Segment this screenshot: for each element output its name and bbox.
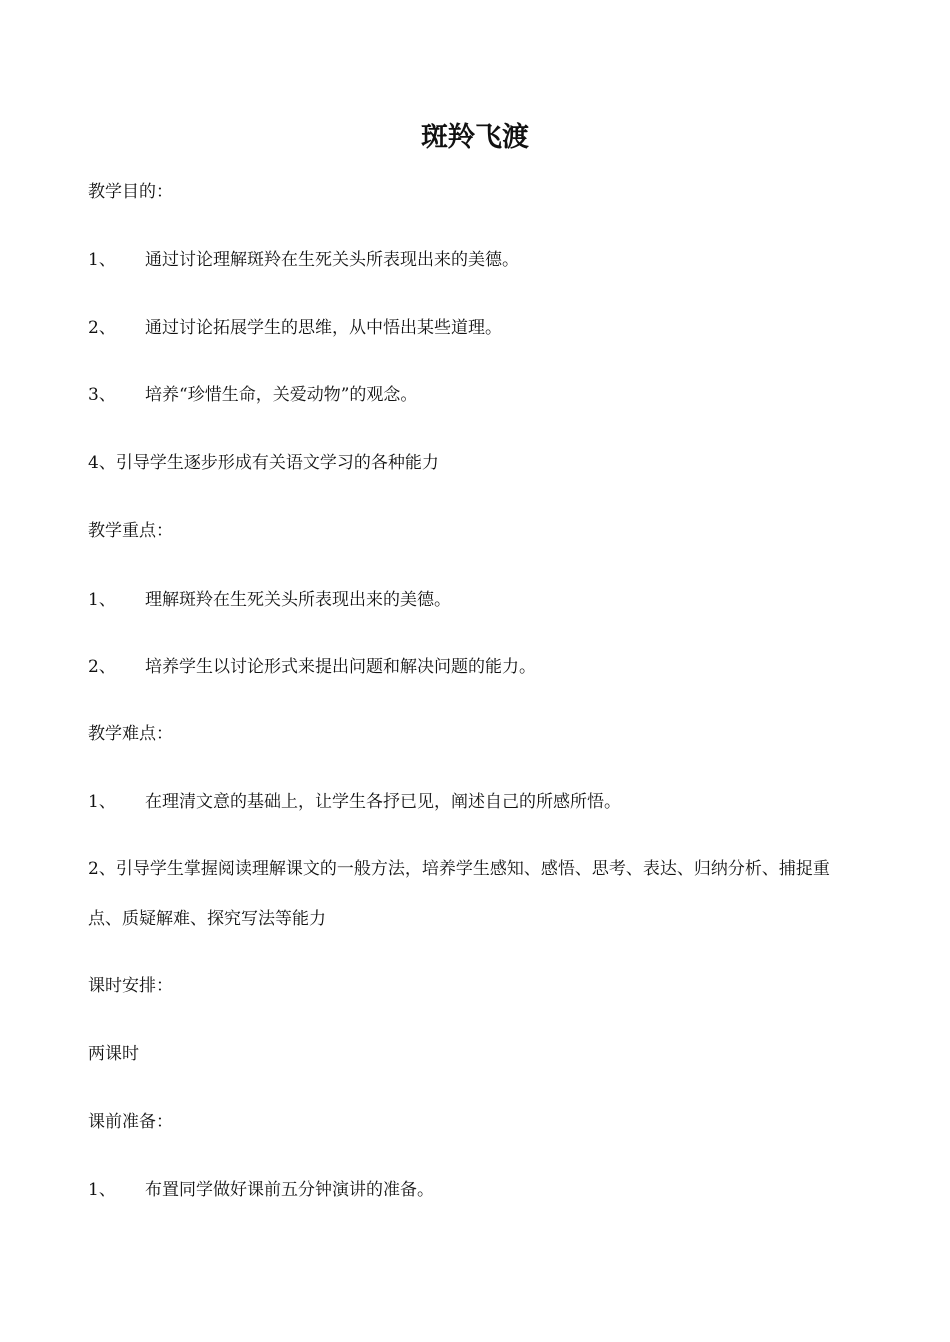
document-title: 斑羚飞渡 [421,122,529,153]
objectives-heading: 教学目的： [88,182,173,202]
key-point-item-2 [88,655,536,679]
difficulty-item-1 [88,790,621,814]
list-item-text: 布置同学做好课前五分钟演讲的准备。 [145,1180,434,1200]
list-number: 3、 [88,385,116,405]
objective-item-3 [88,383,417,407]
preparation-item-1 [88,1178,434,1202]
difficulty-item-2: 2、引导学生掌握阅读理解课文的一般方法，培养学生感知、感悟、思考、表达、归纳分析、捕捉重点、质疑解难、探究写法等能力 [88,859,830,929]
list-number: 1、 [88,590,116,610]
list-number: 2、 [88,318,116,338]
list-item-text: 在理清文意的基础上，让学生各抒已见，阐述自己的所感所悟。 [145,792,621,812]
list-item-text: 培养“珍惜生命，关爱动物”的观念。 [145,385,418,405]
list-item-text: 培养学生以讨论形式来提出问题和解决问题的能力。 [145,657,536,677]
key-point-item-1 [88,588,451,612]
objective-item-4: 4、引导学生逐步形成有关语文学习的各种能力 [88,453,439,473]
objective-item-2 [88,316,502,340]
list-number: 1、 [88,792,116,812]
objective-item-1 [88,248,519,272]
key-points-heading: 教学重点： [88,521,173,541]
schedule-text: 两课时 [88,1044,139,1064]
list-item-text: 通过讨论理解斑羚在生死关头所表现出来的美德。 [145,250,519,270]
schedule-heading: 课时安排： [88,976,173,996]
list-number: 1、 [88,250,116,270]
list-item-text: 通过讨论拓展学生的思维，从中悟出某些道理。 [145,318,502,338]
list-number: 2、 [88,657,116,677]
difficulties-heading: 教学难点： [88,724,173,744]
list-number: 1、 [88,1180,116,1200]
preparation-heading: 课前准备： [88,1112,173,1132]
list-item-text: 理解斑羚在生死关头所表现出来的美德。 [145,590,451,610]
